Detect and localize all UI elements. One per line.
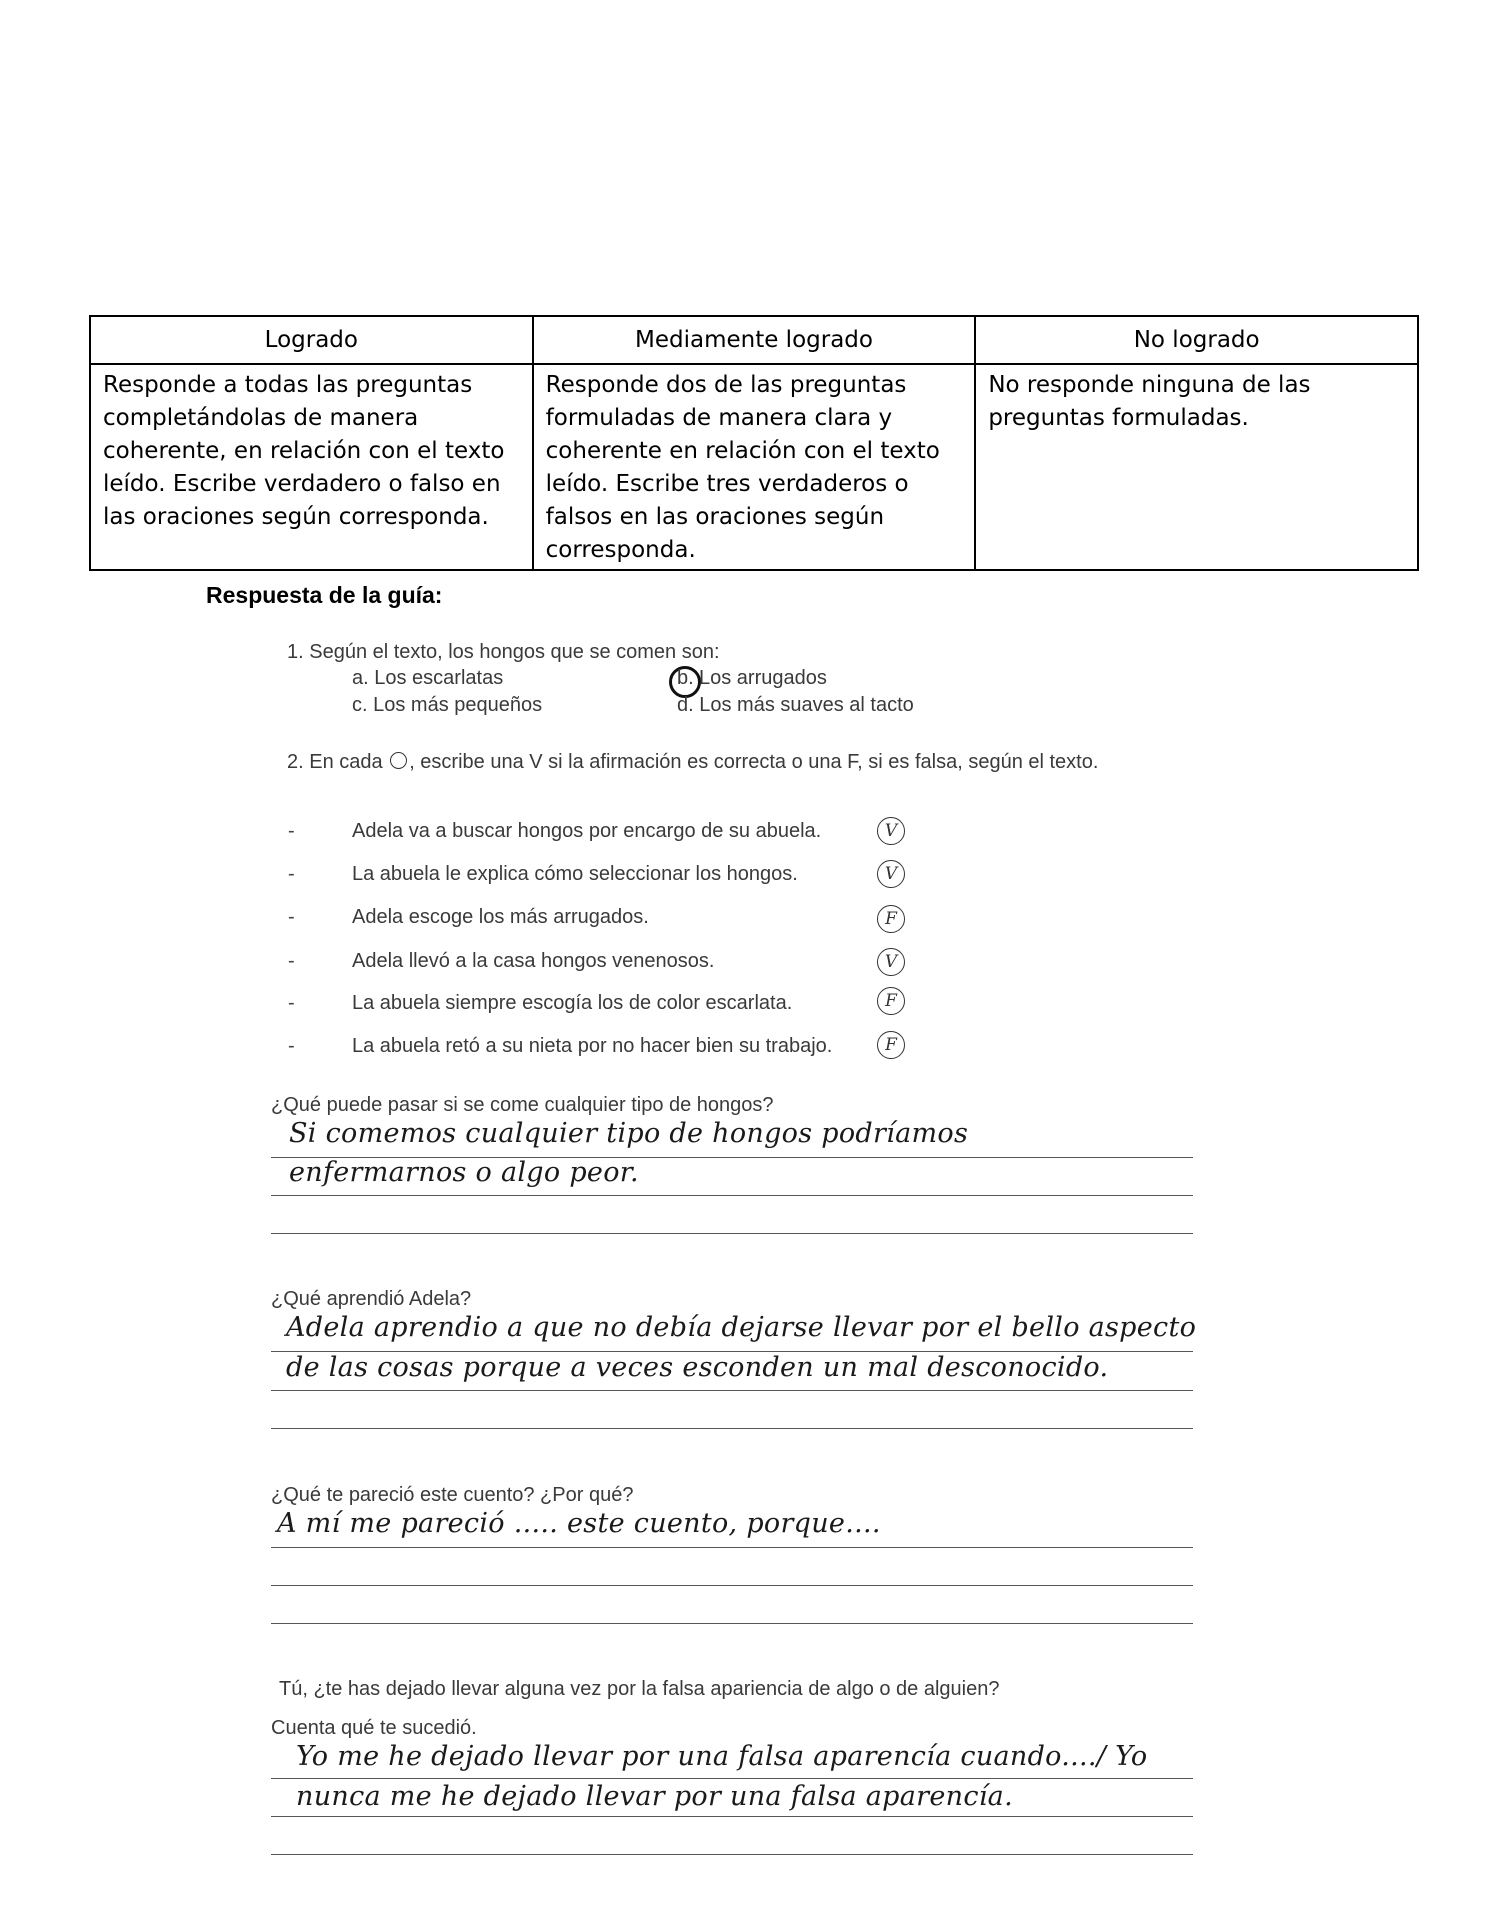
q2-prompt-end: , escribe una V si la afirmación es correcta o una F, si es falsa, según el texto. [409, 751, 1099, 773]
q1-option-c: c. Los más pequeños [352, 694, 543, 716]
q2-prompt [287, 751, 1098, 774]
q1-option-a: a. Los escarlatas [352, 667, 504, 689]
answer-line [271, 1623, 1193, 1624]
q2-prompt-start: 2. En cada [287, 751, 383, 773]
tf-dash: - [288, 950, 295, 972]
answer-line [271, 1778, 1193, 1779]
handwritten-answer-line: Adela aprendio a que no debía dejarse llevar por el bello aspecto [286, 1312, 1197, 1343]
tf-statement: La abuela le explica cómo seleccionar los hongos. [352, 863, 798, 885]
open-question-4: Tú, ¿te has dejado llevar alguna vez por la falsa apariencia de algo o de alguien? [279, 1678, 1000, 1700]
answer-line [271, 1195, 1193, 1196]
tf-answer-circle: V [877, 860, 905, 888]
answer-line [271, 1428, 1193, 1429]
tf-statement: La abuela siempre escogía los de color escarlata. [352, 992, 793, 1014]
rubric-criteria-row [90, 364, 1418, 570]
tf-dash: - [288, 992, 295, 1014]
rubric-cell-logrado: Responde a todas las preguntas completándolas de manera coherente, en relación con el texto leído. Escribe verdadero o falso en las oraciones según corresponda. [90, 364, 533, 570]
q1-option-b: Los arrugados [699, 667, 827, 689]
tf-dash: - [288, 820, 295, 842]
answer-line [271, 1547, 1193, 1548]
handwritten-answer-line: de las cosas porque a veces esconden un mal desconocido. [286, 1352, 1109, 1383]
tf-answer-circle: V [877, 948, 905, 976]
answer-line [271, 1585, 1193, 1586]
q1-prompt: 1. Según el texto, los hongos que se comen son: [287, 641, 720, 663]
answer-circle-icon [390, 752, 407, 769]
tf-answer-circle: F [877, 1031, 905, 1059]
handwritten-answer-line: nunca me he dejado llevar por una falsa aparencía. [296, 1781, 1013, 1812]
rubric-cell-no-logrado: No responde ninguna de las preguntas formuladas. [975, 364, 1418, 570]
tf-statement: La abuela retó a su nieta por no hacer bien su trabajo. [352, 1035, 833, 1057]
q1-option-d: d. Los más suaves al tacto [677, 694, 914, 716]
open-question-2: ¿Qué aprendió Adela? [271, 1288, 472, 1310]
tf-statement: Adela escoge los más arrugados. [352, 906, 649, 928]
rubric-header-row [90, 316, 1418, 364]
q1-option-b-letter: b. [677, 667, 694, 689]
rubric-header-mediamente: Mediamente logrado [533, 316, 976, 364]
answer-line [271, 1390, 1193, 1391]
answer-line [271, 1233, 1193, 1234]
open-question-1: ¿Qué puede pasar si se come cualquier tipo de hongos? [271, 1094, 774, 1116]
answer-line [271, 1854, 1193, 1855]
rubric-header-logrado: Logrado [90, 316, 533, 364]
tf-statement: Adela va a buscar hongos por encargo de su abuela. [352, 820, 822, 842]
answer-line [271, 1816, 1193, 1817]
tf-answer-circle: F [877, 987, 905, 1015]
guide-heading: Respuesta de la guía: [206, 582, 443, 608]
handwritten-answer-line: Si comemos cualquier tipo de hongos podríamos [289, 1118, 969, 1149]
tf-answer-circle: V [877, 817, 905, 845]
open-question-3: ¿Qué te pareció este cuento? ¿Por qué? [271, 1484, 634, 1506]
handwritten-answer-line: enfermarnos o algo peor. [289, 1157, 639, 1188]
tf-dash: - [288, 1035, 295, 1057]
tf-dash: - [288, 863, 295, 885]
rubric-table [89, 315, 1419, 571]
open-question-4-prompt: Cuenta qué te sucedió. [271, 1717, 477, 1739]
tf-answer-circle: F [877, 905, 905, 933]
rubric-header-no-logrado: No logrado [975, 316, 1418, 364]
tf-dash: - [288, 906, 295, 928]
tf-statement: Adela llevó a la casa hongos venenosos. [352, 950, 715, 972]
handwritten-answer-line: Yo me he dejado llevar por una falsa aparencía cuando..../ Yo [296, 1741, 1148, 1772]
handwritten-answer-line: A mí me pareció ..... este cuento, porque.... [277, 1508, 881, 1539]
rubric-cell-mediamente: Responde dos de las preguntas formuladas de manera clara y coherente en relación con el texto leído. Escribe tres verdaderos o falsos en las oraciones según corresponda. [533, 364, 976, 570]
